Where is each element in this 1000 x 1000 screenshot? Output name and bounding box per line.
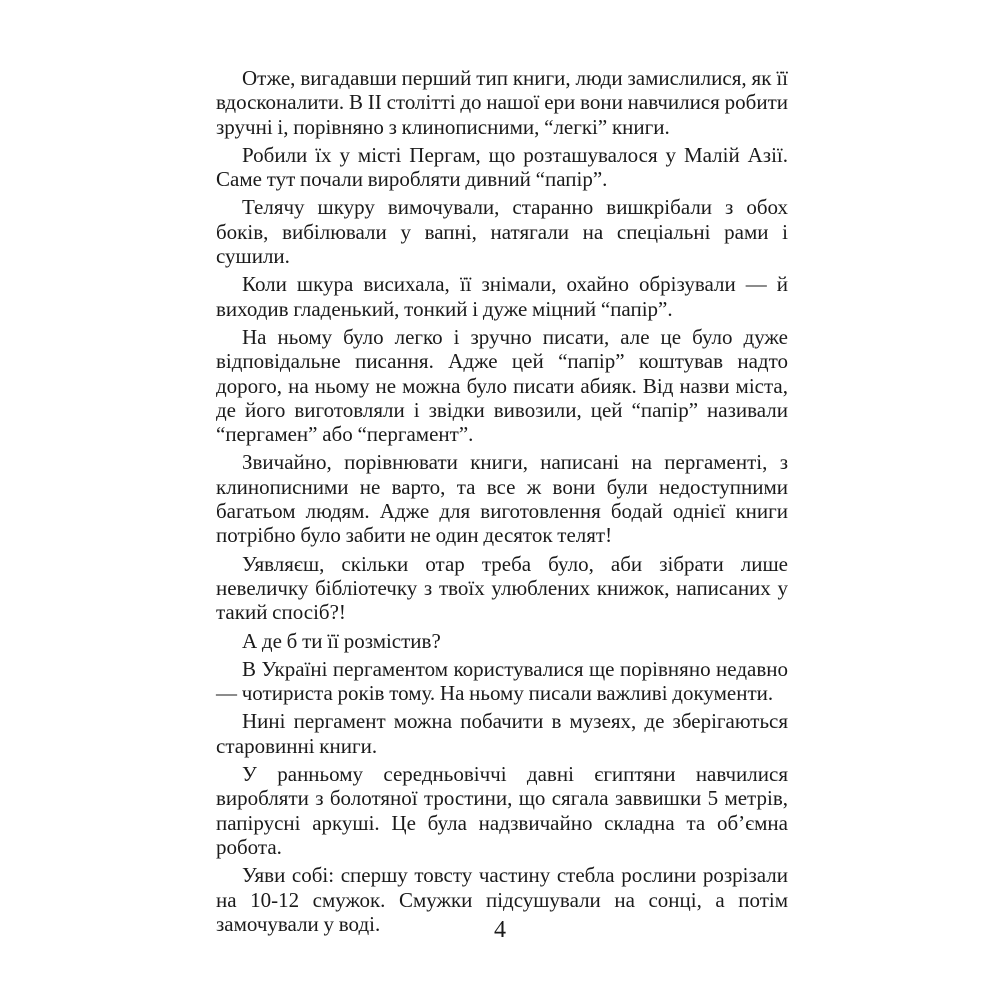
paragraph-10: Нині пергамент можна побачити в музеях, де зберігаються старовинні книги. (216, 709, 788, 758)
paragraph-9: В Україні пергаментом користувалися ще порівняно недавно — чотириста років тому. На ньому писали важливі документи. (216, 656, 788, 706)
paragraph-11: У ранньому середньовіччі давні єгиптяни навчилися виробляти з болотяної тростини, що сягала заввишки 5 метрів, папірусні аркуші. Це була надзвичайно складна та об’ємна робота. (216, 762, 788, 859)
page-number: 4 (494, 917, 506, 943)
paragraph-12: Уяви собі: спершу товсту частину стебла рослини розрізали на 10-12 смужок. Смужки підсушували на сонці, а потім замочували у воді. (216, 863, 788, 936)
body-text (216, 66, 788, 940)
paragraph-8: А де б ти її розмістив? (242, 628, 441, 653)
paragraph-6: Звичайно, порівнювати книги, написані на пергаменті, з клинописними не варто, та все ж вони були недоступними багатьом людям. Адже для виготовлення бодай однієї книги потрібно було забити не один десяток телят! (216, 450, 788, 548)
paragraph-2: Робили їх у місті Пергам, що розташувалося у Малій Азії. Саме тут почали виробляти дивний “папір”. (216, 142, 788, 192)
paragraph-1: Отже, вигадавши перший тип книги, люди замислилися, як її вдосконалити. В ІІ столітті до нашої ери вони навчилися робити зручні і, порівняно з клинописними, “легкі” книги. (216, 66, 788, 139)
paragraph-5: На ньому було легко і зручно писати, але це було дуже відповідальне писання. Адже цей “папір” коштував надто дорого, на ньому не можна було писати абияк. Від назви міста, де його виготовляли і звідки вивозили, цей “папір” називали “пергамен” або “пергамент”. (216, 324, 788, 447)
paragraph-4: Коли шкура висихала, її знімали, охайно обрізували — й виходив гладенький, тонкий і дуже міцний “папір”. (216, 272, 788, 321)
paragraph-3: Телячу шкуру вимочували, старанно вишкрібали з обох боків, вибілювали у вапні, натягали на спеціальні рами і сушили. (216, 195, 788, 269)
paragraph-7: Уявляєш, скільки отар треба було, аби зібрати лише невеличку бібліотечку з твоїх улюблених книжок, написаних у такий спосіб?! (216, 551, 788, 625)
